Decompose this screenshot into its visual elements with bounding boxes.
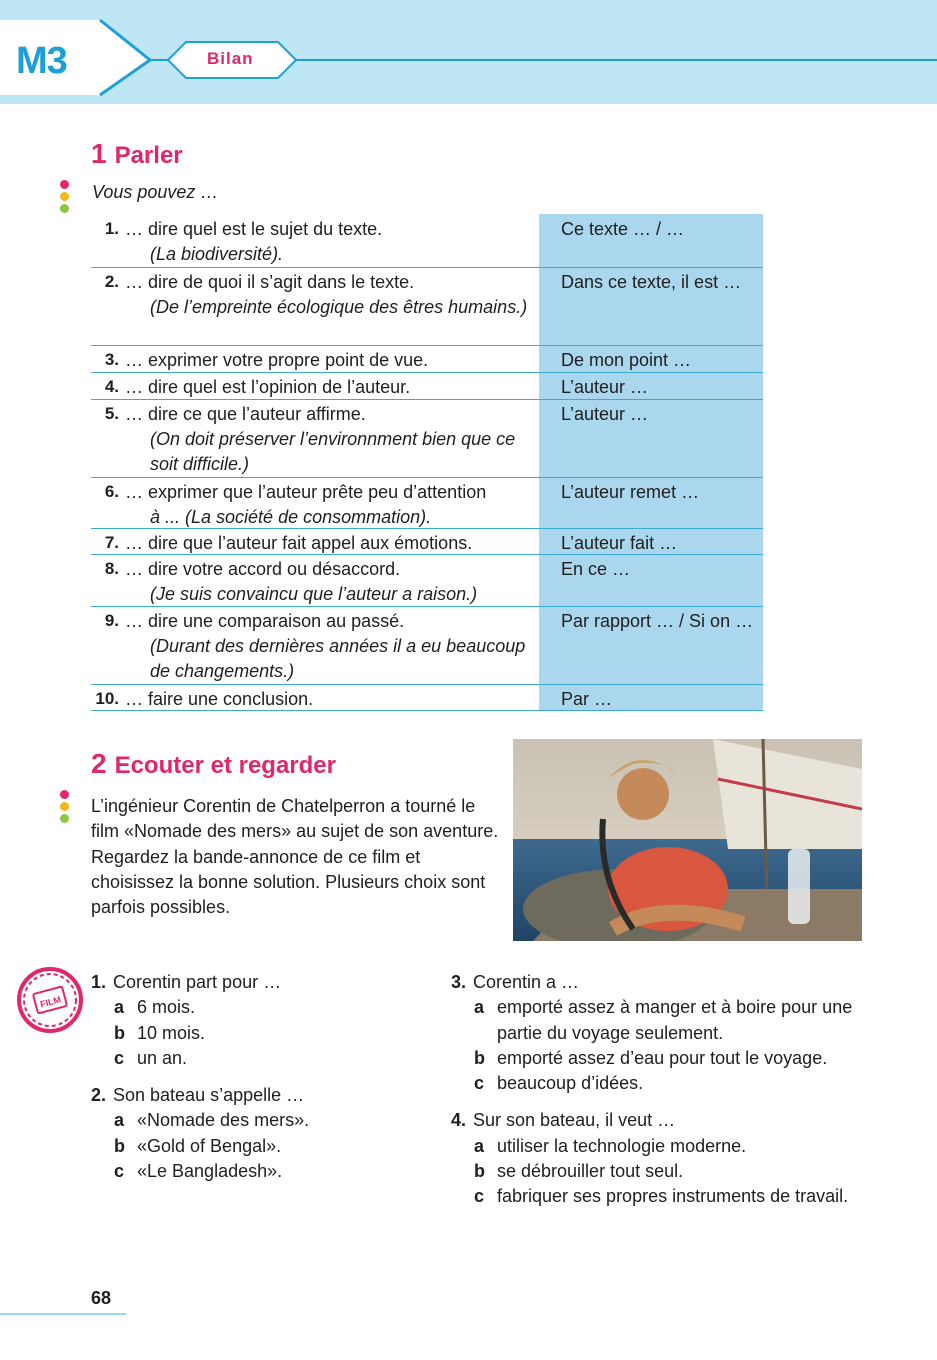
task-text: … exprimer que l’auteur prête peu d’attention [125, 482, 487, 502]
answer-option[interactable] [451, 1184, 861, 1209]
answer-option[interactable] [91, 1108, 421, 1133]
task-text: … dire ce que l’auteur affirme. [125, 404, 366, 424]
option-text: «Gold of Bengal». [137, 1135, 282, 1156]
table-row [91, 399, 763, 478]
row-task [125, 687, 535, 712]
option-letter: a [474, 1135, 485, 1156]
quiz-column-left [91, 970, 421, 1196]
task-text: … faire une conclusion. [125, 689, 314, 709]
option-letter: c [474, 1073, 485, 1094]
option-text: 10 mois. [137, 1022, 206, 1043]
question-stem [91, 1083, 421, 1108]
row-answer-starter: Par … [561, 689, 613, 709]
task-example: à ... (La société de consommation). [150, 507, 432, 527]
section-body: L’ingénieur Corentin de Chatelperron a tourné le film «Nomade des mers» au sujet de son aventure. Regardez la bande-annonce de ce film et choisissez la bonne solution. Plusieurs choix sont parfois possibles. [91, 796, 499, 918]
option-text: un an. [137, 1047, 188, 1068]
answer-option[interactable] [451, 1071, 861, 1096]
row-answer-starter: L’auteur … [561, 404, 649, 424]
section-title-parler [91, 138, 183, 170]
task-example: (De l’empreinte écologique des êtres humains.) [150, 297, 528, 317]
question-text: Corentin a … [473, 972, 580, 992]
answer-option[interactable] [91, 1021, 421, 1046]
row-answer-starter: En ce … [561, 559, 631, 579]
row-number: 2. [104, 272, 119, 291]
option-letter: a [114, 1110, 125, 1131]
task-example: (Durant des dernières années il a eu beaucoup de changements.) [150, 636, 526, 681]
answer-option[interactable] [451, 995, 861, 1046]
option-text: 6 mois. [137, 997, 196, 1018]
task-text: … dire que l’auteur fait appel aux émotions. [125, 533, 473, 553]
quiz-question [91, 1083, 421, 1184]
row-task [125, 480, 535, 530]
row-task [125, 375, 535, 400]
option-text: emporté assez à manger et à boire pour une partie du voyage seulement. [497, 997, 853, 1043]
answer-option[interactable] [451, 1159, 861, 1184]
section-title-ecouter [91, 748, 336, 780]
question-text: Son bateau s’appelle … [113, 1085, 305, 1106]
section-title-text: Ecouter et regarder [114, 752, 336, 779]
header-band [0, 0, 937, 104]
table-row [91, 477, 763, 529]
module-code: M3 [16, 40, 67, 82]
row-task [125, 402, 535, 477]
traffic-light-icon [60, 790, 70, 826]
row-answer-starter: L’auteur remet … [561, 482, 700, 502]
row-number: 10. [95, 689, 119, 708]
row-number: 7. [104, 533, 119, 552]
section-intro: Vous pouvez … [92, 182, 219, 202]
row-task [125, 557, 535, 607]
option-text: emporté assez d’eau pour tout le voyage. [497, 1047, 828, 1068]
quiz-question [91, 970, 421, 1071]
option-letter: b [474, 1047, 485, 1068]
traffic-light-icon [60, 180, 70, 216]
option-letter: b [114, 1135, 125, 1156]
task-text: … dire quel est le sujet du texte. [125, 219, 383, 239]
film-badge-label: FILM [39, 994, 62, 1010]
task-text: … dire votre accord ou désaccord. [125, 559, 401, 579]
row-number: 3. [104, 350, 119, 369]
row-answer-starter: Par rapport … / Si on … [561, 611, 754, 631]
option-letter: b [474, 1161, 485, 1182]
question-stem [451, 970, 861, 995]
row-task [125, 270, 535, 320]
task-text: … dire de quoi il s’agit dans le texte. [125, 272, 415, 292]
answer-option[interactable] [91, 1046, 421, 1071]
answer-option[interactable] [451, 1134, 861, 1159]
quiz-column-right [451, 970, 861, 1222]
option-letter: c [474, 1186, 485, 1207]
option-text: utiliser la technologie moderne. [497, 1135, 747, 1156]
table-row [91, 267, 763, 346]
option-letter: a [474, 997, 485, 1018]
row-task [125, 348, 535, 373]
answer-option[interactable] [451, 1046, 861, 1071]
question-number: 1. [91, 972, 107, 992]
row-number: 6. [104, 482, 119, 501]
option-text: «Le Bangladesh». [137, 1161, 283, 1182]
page-number-rule [0, 1313, 126, 1315]
row-task [125, 217, 535, 267]
question-number: 2. [91, 1085, 107, 1106]
table-row [91, 214, 763, 268]
quiz-question [451, 1108, 861, 1209]
table-row [91, 554, 763, 607]
row-answer-starter: Ce texte … / … [561, 219, 685, 239]
section-title-text: Parler [114, 142, 183, 169]
answer-option[interactable] [91, 995, 421, 1020]
option-text: fabriquer ses propres instruments de travail. [497, 1186, 849, 1207]
option-text: «Nomade des mers». [137, 1110, 310, 1131]
page-number: 68 [91, 1288, 112, 1308]
task-example: (Je suis convaincu que l’auteur a raison.) [150, 584, 478, 604]
answer-option[interactable] [91, 1134, 421, 1159]
row-answer-starter: L’auteur fait … [561, 533, 678, 553]
row-number: 1. [104, 219, 119, 238]
option-letter: c [114, 1161, 125, 1182]
option-letter: a [114, 997, 125, 1018]
row-answer-starter: De mon point … [561, 350, 692, 370]
row-task [125, 531, 535, 556]
header-arrow-graphic [0, 0, 937, 104]
task-text: … exprimer votre propre point de vue. [125, 350, 429, 370]
question-text: Corentin part pour … [113, 972, 282, 992]
option-letter: b [114, 1022, 125, 1043]
row-answer-starter: L’auteur … [561, 377, 649, 397]
answer-option[interactable] [91, 1159, 421, 1184]
table-row [91, 372, 763, 400]
option-text: se débrouiller tout seul. [497, 1161, 684, 1182]
row-number: 5. [104, 404, 119, 423]
row-answer-starter: Dans ce texte, il est … [561, 272, 742, 292]
film-reel-icon [16, 966, 84, 1034]
question-stem [91, 970, 421, 995]
table-row [91, 528, 763, 555]
question-text: Sur son bateau, il veut … [473, 1110, 676, 1131]
task-text: … dire une comparaison au passé. [125, 611, 405, 631]
row-number: 8. [104, 559, 119, 578]
question-number: 4. [451, 1110, 467, 1131]
row-number: 4. [104, 377, 119, 396]
header-tab-label: Bilan [207, 49, 254, 68]
table-row [91, 606, 763, 685]
quiz-question [451, 970, 861, 1096]
section-number: 1 [91, 138, 107, 169]
sailor-photo [513, 739, 862, 941]
task-example: (La biodiversité). [150, 244, 284, 264]
row-task [125, 609, 535, 684]
table-row [91, 684, 763, 711]
option-letter: c [114, 1047, 125, 1068]
row-number: 9. [104, 611, 119, 630]
table-row [91, 345, 763, 373]
section-number: 2 [91, 748, 107, 779]
task-example: (On doit préserver l’environnment bien que ce soit difficile.) [150, 429, 516, 474]
question-stem [451, 1108, 861, 1133]
option-text: beaucoup d’idées. [497, 1073, 644, 1094]
question-number: 3. [451, 972, 467, 992]
task-text: … dire quel est l’opinion de l’auteur. [125, 377, 411, 397]
